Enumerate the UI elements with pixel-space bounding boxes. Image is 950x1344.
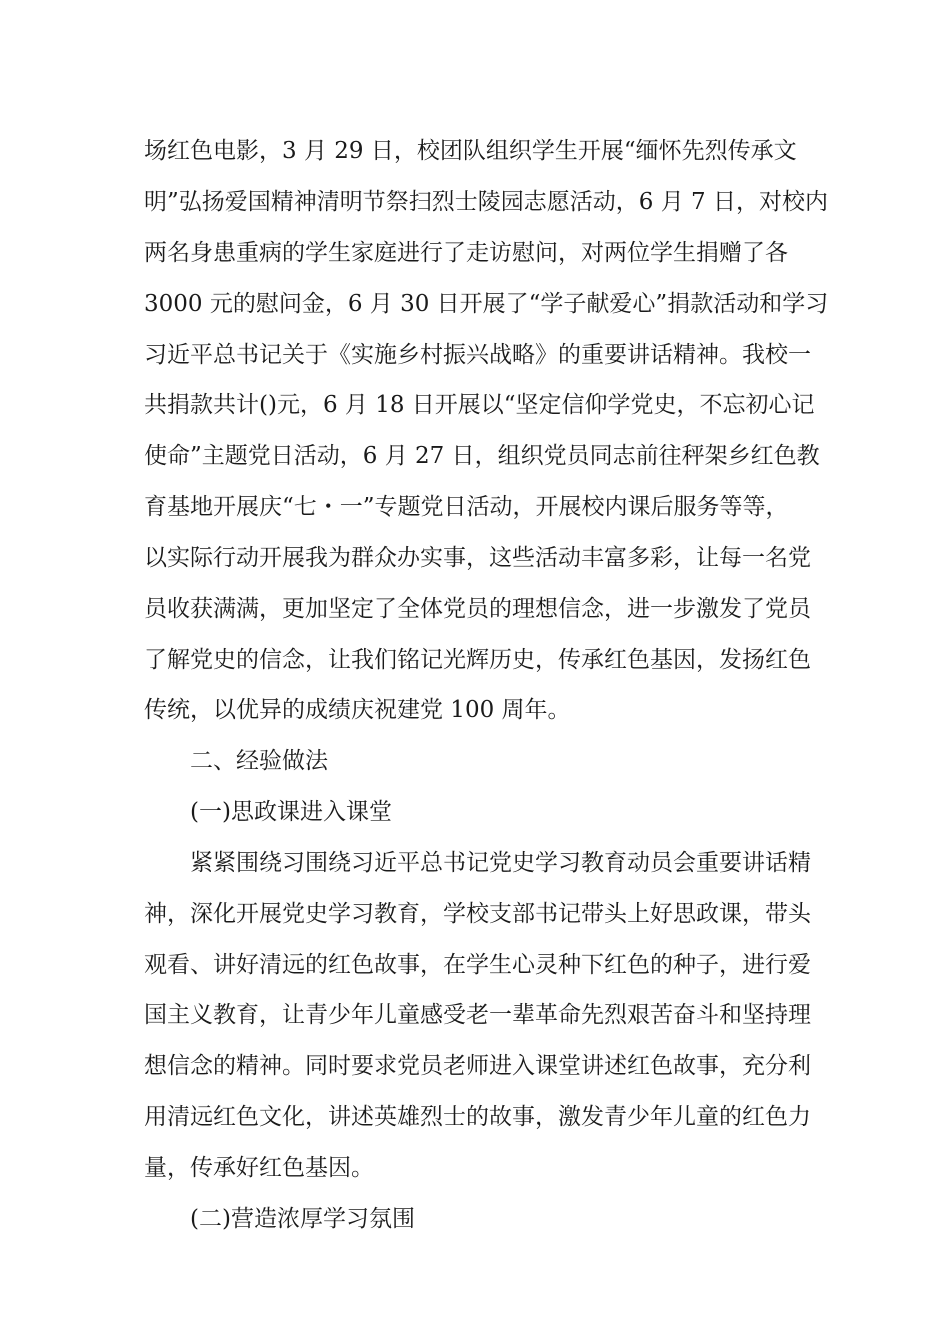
paragraph-line: 明”弘扬爱国精神清明节祭扫烈士陵园志愿活动，6 月 7 日，对校内 bbox=[144, 189, 828, 215]
paragraph-line: 国主义教育，让青少年儿童感受老一辈革命先烈艰苦奋斗和坚持理 bbox=[144, 1002, 811, 1028]
paragraph-line: 使命”主题党日活动，6 月 27 日，组织党员同志前往秤架乡红色教 bbox=[144, 443, 820, 469]
paragraph-line: 观看、讲好清远的红色故事，在学生心灵种下红色的种子，进行爱 bbox=[144, 952, 811, 978]
paragraph-line: 两名身患重病的学生家庭进行了走访慰问，对两位学生捐赠了各 bbox=[144, 240, 788, 266]
paragraph-line: 量，传承好红色基因。 bbox=[144, 1155, 374, 1181]
section-heading: 二、经验做法 bbox=[190, 748, 328, 774]
paragraph-line: 育基地开展庆“七・一”专题党日活动，开展校内课后服务等等， bbox=[144, 494, 789, 520]
subsection-heading: (一)思政课进入课堂 bbox=[190, 799, 392, 825]
paragraph-line: 神，深化开展党史学习教育，学校支部书记带头上好思政课，带头 bbox=[144, 901, 811, 927]
paragraph-line: 3000 元的慰问金，6 月 30 日开展了“学子献爱心”捐款活动和学习 bbox=[144, 291, 829, 317]
paragraph-line: 了解党史的信念，让我们铭记光辉历史，传承红色基因，发扬红色 bbox=[144, 647, 811, 673]
paragraph-line: 传统，以优异的成绩庆祝建党 100 周年。 bbox=[144, 697, 571, 723]
paragraph-line: 想信念的精神。同时要求党员老师进入课堂讲述红色故事，充分利 bbox=[144, 1053, 811, 1079]
paragraph-line: 用清远红色文化，讲述英雄烈士的故事，激发青少年儿童的红色力 bbox=[144, 1104, 811, 1130]
paragraph-line: 以实际行动开展我为群众办实事，这些活动丰富多彩，让每一名党 bbox=[144, 545, 811, 571]
paragraph-line: 紧紧围绕习围绕习近平总书记党史学习教育动员会重要讲话精 bbox=[190, 850, 811, 876]
subsection-heading: (二)营造浓厚学习氛围 bbox=[190, 1206, 415, 1232]
paragraph-line: 员收获满满，更加坚定了全体党员的理想信念，进一步激发了党员 bbox=[144, 596, 811, 622]
paragraph-line: 共捐款共计()元，6 月 18 日开展以“坚定信仰学党史，不忘初心记 bbox=[144, 392, 815, 418]
paragraph-line: 习近平总书记关于《实施乡村振兴战略》的重要讲话精神。我校一 bbox=[144, 342, 811, 368]
paragraph-line: 场红色电影，3 月 29 日，校团队组织学生开展“缅怀先烈传承文 bbox=[144, 138, 797, 164]
